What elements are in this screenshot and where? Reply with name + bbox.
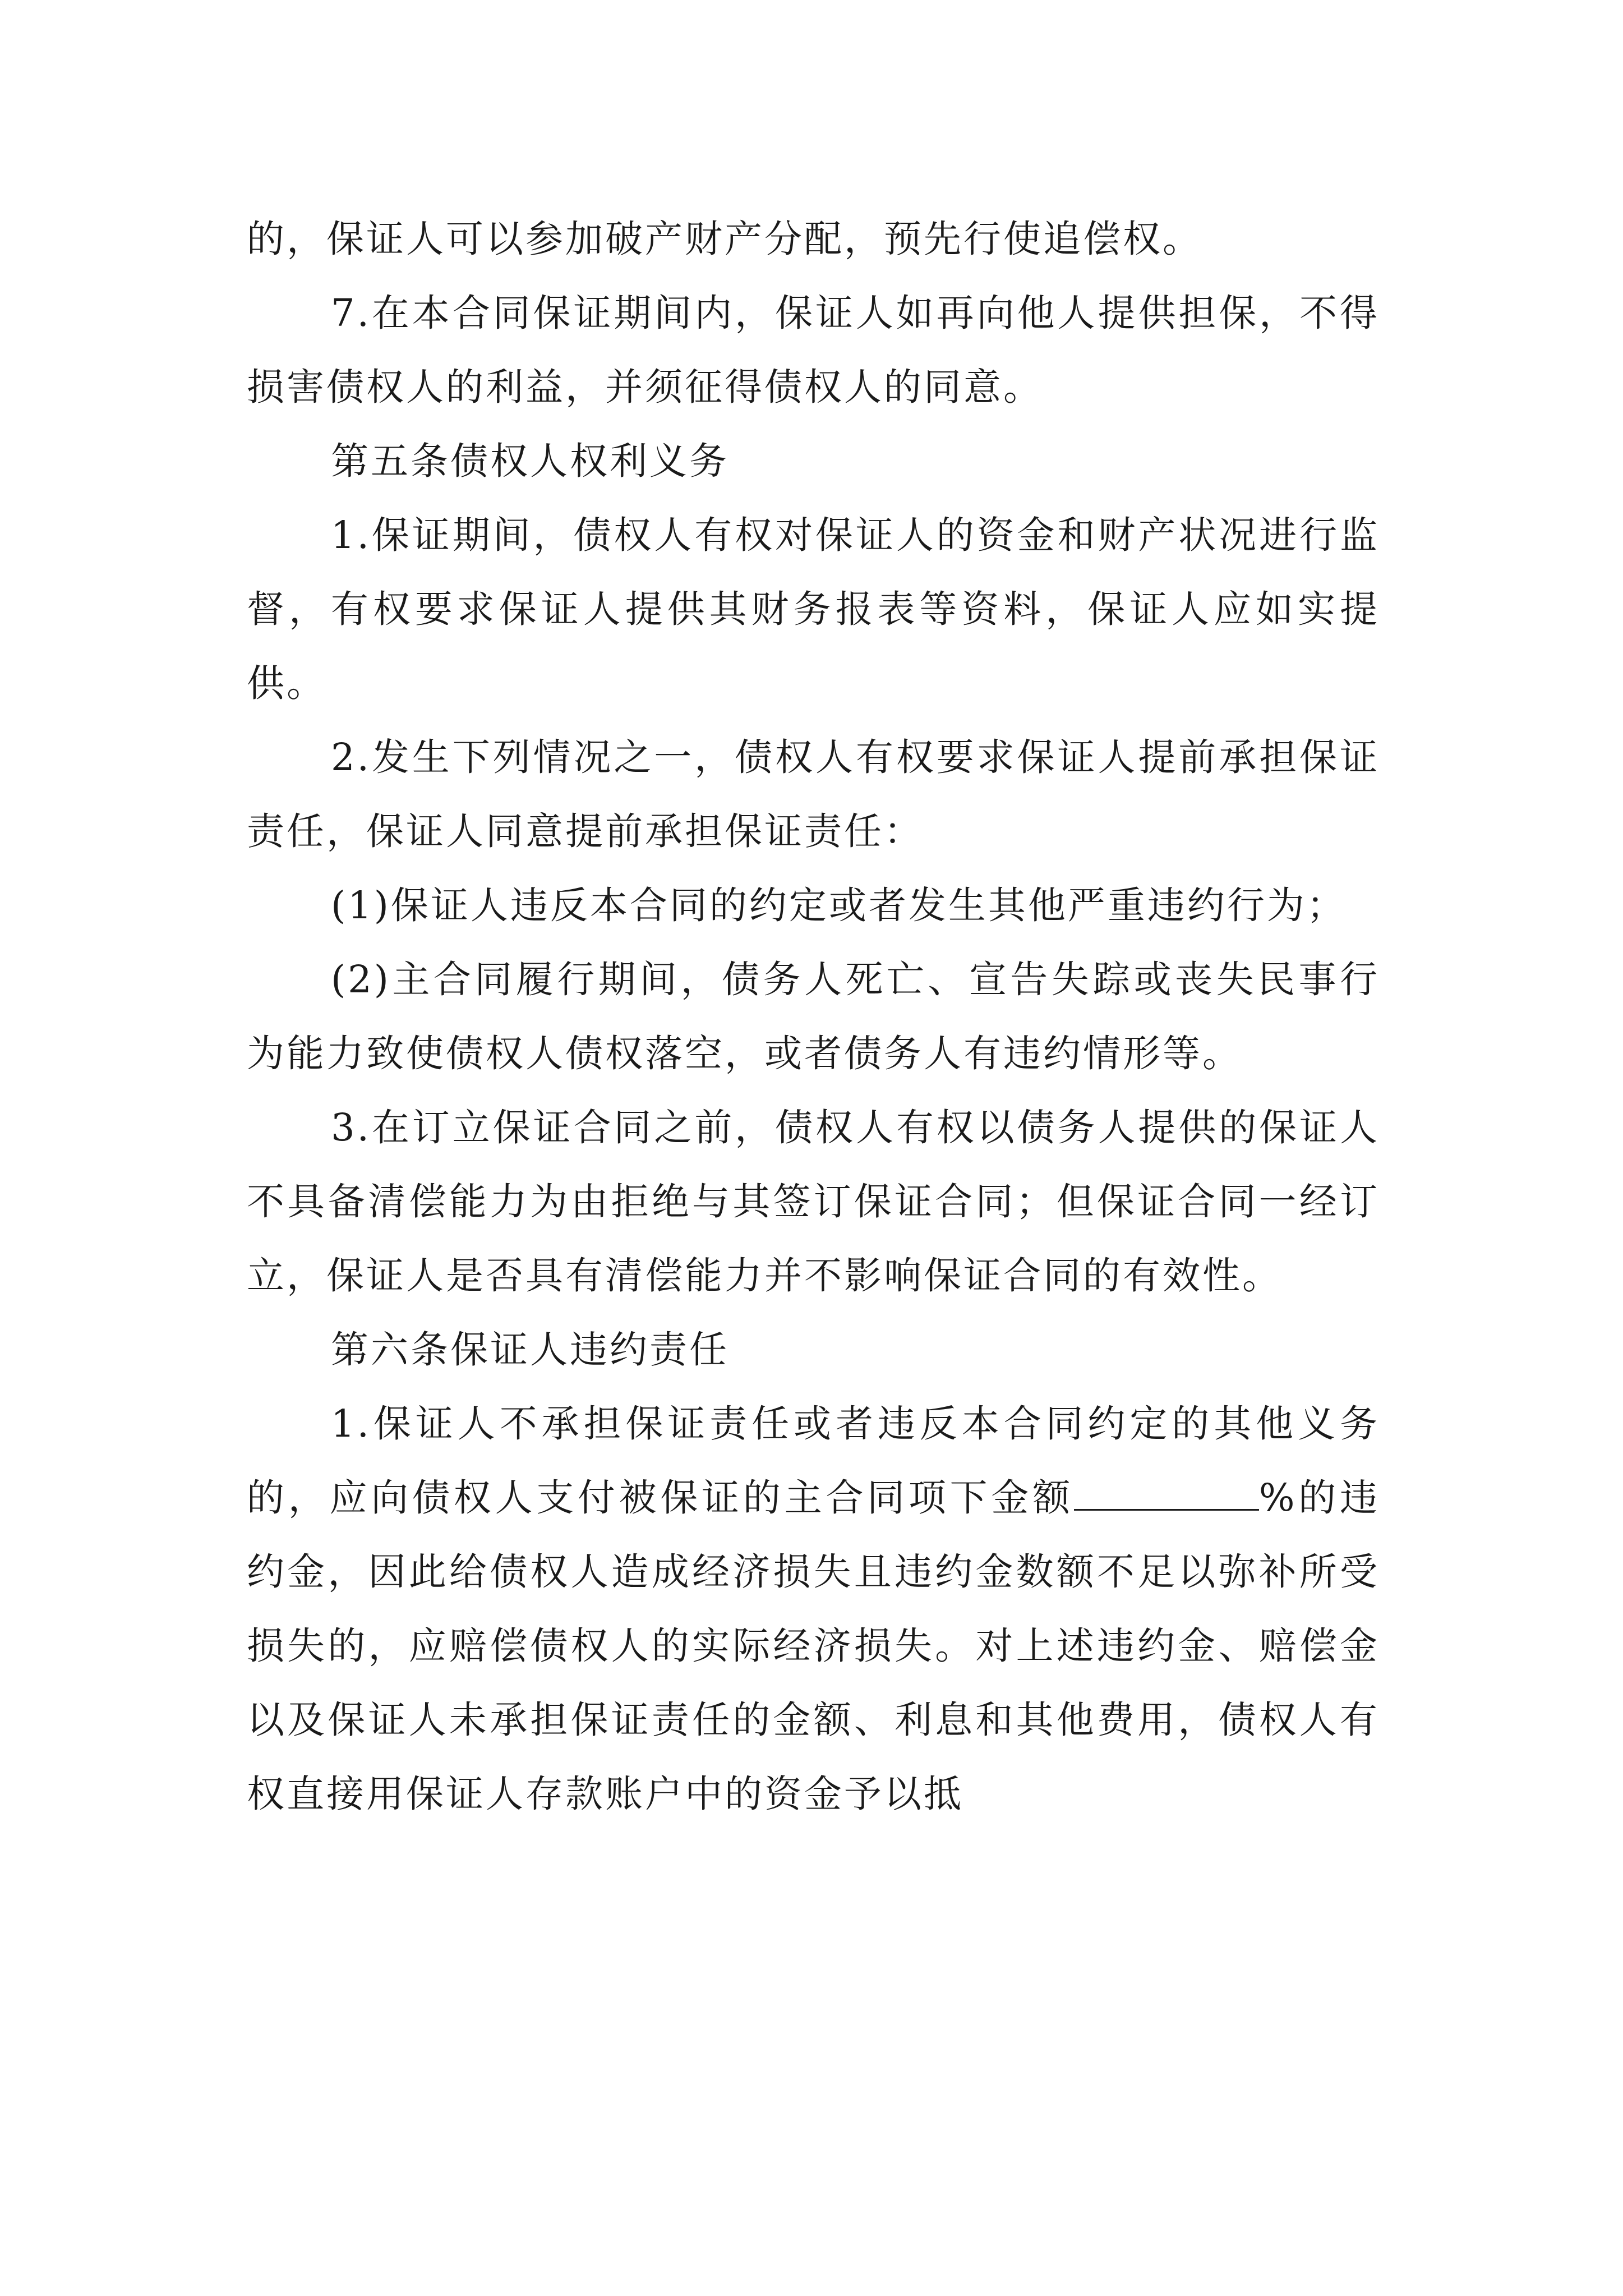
paragraph-article-6-item-1: [247, 1387, 1380, 1831]
paragraph-article-5-item-1: 1.保证期间，债权人有权对保证人的资金和财产状况进行监督，有权要求保证人提供其财务报表等资料，保证人应如实提供。: [247, 513, 1380, 705]
section-heading-article-5: 第五条债权人权利义务: [331, 439, 729, 483]
clause-text-before-blank: 1.保证人不承担保证责任或者违反本合同约定的其他义务的，应向债权人支付被保证的主合同项下金额: [247, 1402, 1380, 1520]
paragraph-article-5-item-2-sub-1: (1)保证人违反本合同的约定或者发生其他严重违约行为；: [331, 884, 1347, 927]
paragraph-clause-7: 7.在本合同保证期间内，保证人如再向他人提供担保，不得损害债权人的利益，并须征得债权人的同意。: [247, 291, 1380, 409]
document-body: [247, 202, 1380, 1831]
fill-in-blank: [1074, 1475, 1259, 1511]
paragraph-article-5-item-2: 2.发生下列情况之一，债权人有权要求保证人提前承担保证责任，保证人同意提前承担保证责任：: [247, 735, 1380, 853]
paragraph-article-5-item-2-sub-2: (2)主合同履行期间，债务人死亡、宣告失踪或丧失民事行为能力致使债权人债权落空，或者债务人有违约情形等。: [247, 958, 1380, 1075]
paragraph-article-5-item-3: 3.在订立保证合同之前，债权人有权以债务人提供的保证人不具备清偿能力为由拒绝与其签订保证合同；但保证合同一经订立，保证人是否具有清偿能力并不影响保证合同的有效性。: [247, 1106, 1380, 1297]
paragraph-continuation: 的，保证人可以参加破产财产分配，预先行使追偿权。: [247, 217, 1202, 261]
section-heading-article-6: 第六条保证人违约责任: [331, 1328, 729, 1372]
clause-text-after-blank: %的违约金，因此给债权人造成经济损失且违约金数额不足以弥补所受损失的，应赔偿债权人的实际经济损失。对上述违约金、赔偿金以及保证人未承担保证责任的金额、利息和其他费用，债权人有权直接用保证人存款账户中的资金予以抵: [247, 1476, 1380, 1816]
